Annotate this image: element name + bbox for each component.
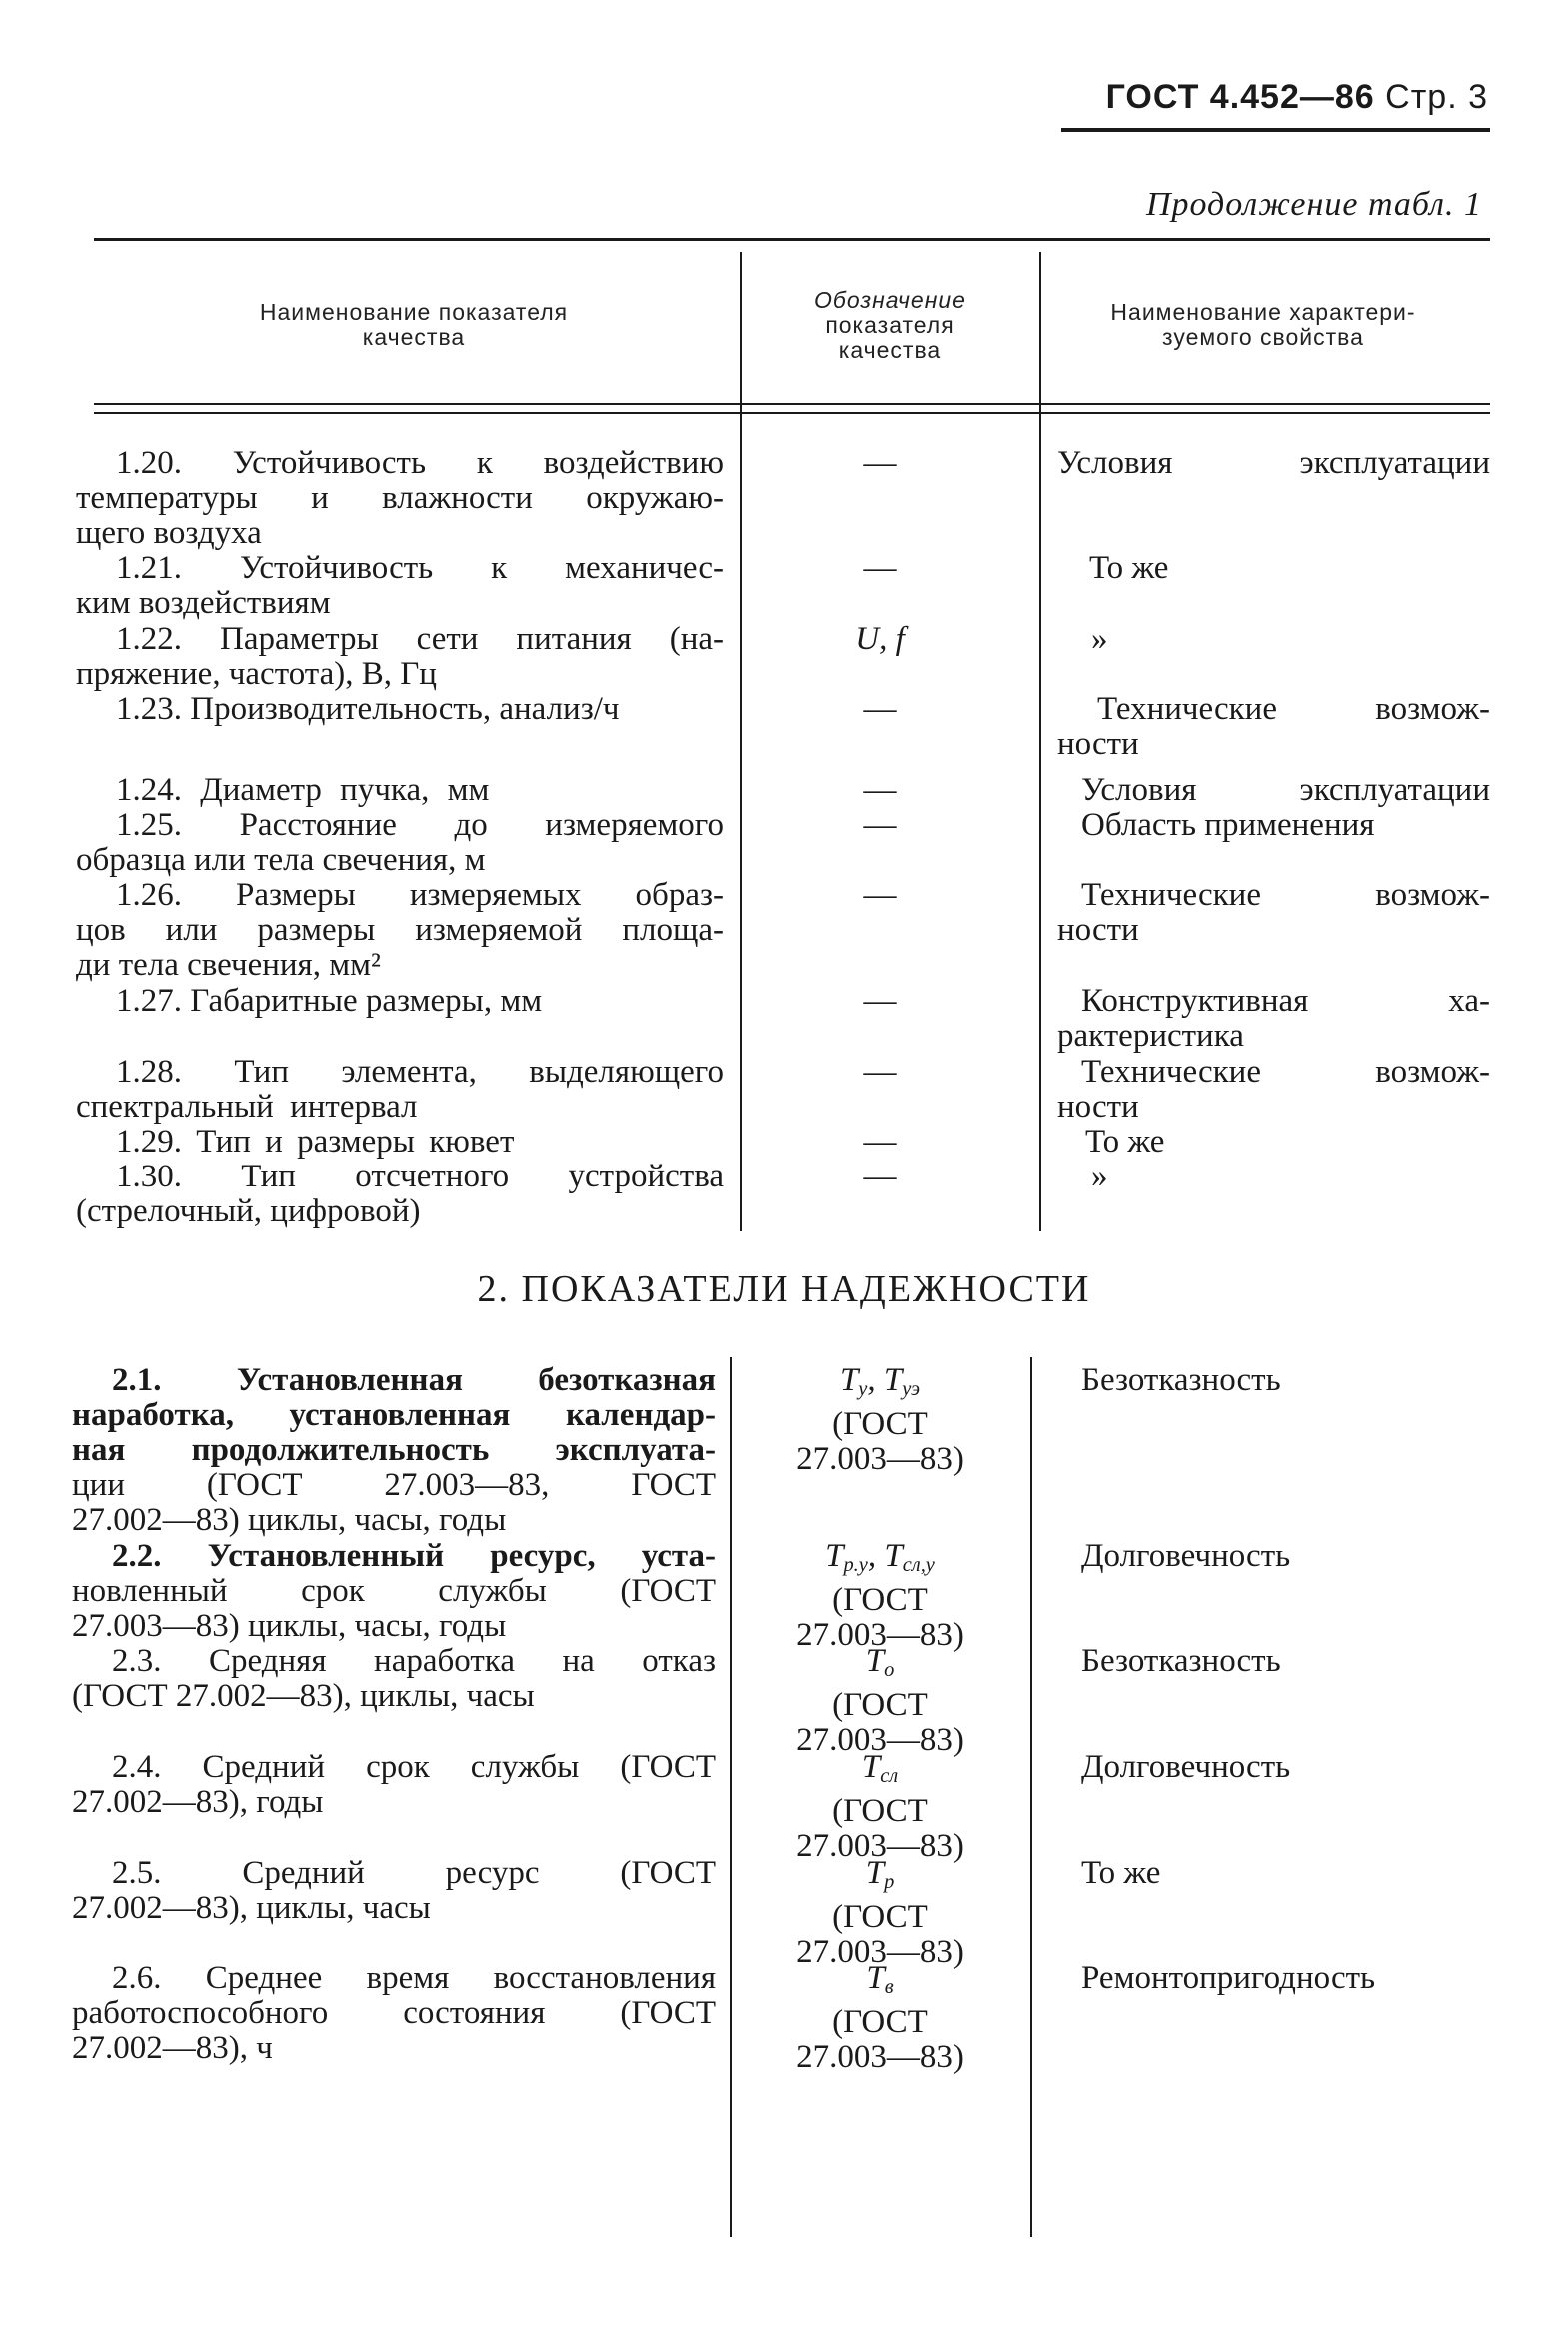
name-line: образца или тела свечения, м <box>76 842 486 878</box>
header-line: качества <box>362 324 466 350</box>
symbol-reference: 27.003—83) <box>796 2039 964 2076</box>
symbol-subscript: в <box>884 1976 894 1999</box>
name-line: 27.002—83), циклы, часы <box>72 1890 431 1926</box>
symbol-letter: Т <box>861 1749 881 1785</box>
symbol-reference: 27.003—83) <box>796 1828 964 1865</box>
name-line: работоспособного состояния (ГОСТ <box>72 1995 716 2031</box>
symbol-letter: Т <box>866 1960 885 1996</box>
property-name: То же <box>1085 1124 1165 1160</box>
symbol-subscript: сл <box>880 1765 899 1788</box>
standard-number: ГОСТ 4.452—86 <box>1105 78 1375 116</box>
property-name: » <box>1091 1159 1108 1194</box>
name-line: 1.22. Параметры сети питания (на- <box>116 621 724 657</box>
name-line: ким воздействиям <box>76 585 331 621</box>
symbol-letter: , Т <box>867 1362 903 1398</box>
name-line: (ГОСТ 27.002—83), циклы, часы <box>72 1678 535 1714</box>
property-line: Технические возмож- <box>1081 877 1490 913</box>
name-line: 2.6. Среднее время восстановления <box>112 1960 716 1996</box>
property-line: Конструктивная ха- <box>1081 983 1490 1019</box>
indicator-name <box>72 1363 716 1538</box>
symbol-reference: (ГОСТ <box>832 1793 928 1830</box>
name-line: 27.002—83) циклы, часы, годы <box>72 1502 507 1538</box>
name-line: 2.4. Средний срок службы (ГОСТ <box>112 1749 716 1785</box>
name-line: ная продолжительность эксплуата- <box>72 1432 716 1468</box>
name-line: 1.30. Тип отсчетного устройства <box>116 1159 724 1194</box>
header-line: Обозначение <box>814 287 966 313</box>
property-line: ности <box>1057 1089 1139 1125</box>
indicator-symbol: — <box>863 877 897 913</box>
indicator-name <box>76 773 724 808</box>
indicator-name <box>72 1750 716 1820</box>
indicator-name <box>76 622 724 692</box>
symbol-reference: (ГОСТ <box>832 1899 928 1936</box>
name-line: 1.20. Устойчивость к воздействию <box>116 445 724 481</box>
header-line: Наименование характери- <box>1110 299 1416 325</box>
symbol-reference: (ГОСТ <box>832 1687 928 1724</box>
name-line: щего воздуха <box>76 515 262 551</box>
indicator-name <box>76 1125 724 1160</box>
property-name: Безотказность <box>1081 1643 1281 1679</box>
column-divider <box>740 252 742 1231</box>
indicator-name <box>76 692 724 727</box>
symbol-reference: 27.003—83) <box>796 1441 964 1478</box>
property-name: То же <box>1089 550 1169 586</box>
indicator-symbol <box>742 1961 1019 2075</box>
table-top-rule <box>94 238 1490 241</box>
section-title: 2. ПОКАЗАТЕЛИ НАДЕЖНОСТИ <box>477 1268 1091 1310</box>
symbol-reference: (ГОСТ <box>832 2004 928 2041</box>
property-name <box>1057 878 1490 948</box>
symbol-reference: 27.003—83) <box>796 1934 964 1971</box>
indicator-symbol: — <box>863 445 897 481</box>
continuation-label: Продолжение табл. 1 <box>1145 186 1482 223</box>
header-line: зуемого свойства <box>1162 324 1364 350</box>
indicator-symbol: — <box>863 550 897 586</box>
indicator-name <box>76 808 724 878</box>
property-line: ности <box>1057 912 1139 948</box>
name-line: 1.26. Размеры измеряемых образ- <box>116 877 724 913</box>
symbol-reference: 27.003—83) <box>796 1722 964 1759</box>
column-divider <box>1039 252 1041 1231</box>
symbol-subscript: р <box>884 1871 895 1894</box>
indicator-symbol: — <box>863 807 897 843</box>
property-name: » <box>1091 621 1108 657</box>
name-line: 1.28. Тип элемента, выделяющего <box>116 1054 724 1090</box>
property-name: Условия эксплуатации <box>1057 445 1490 481</box>
symbol-formula <box>742 1961 1019 2005</box>
name-line: ди тела свечения, мм² <box>76 947 381 983</box>
name-line <box>72 1539 716 1574</box>
symbol-letter: Т <box>865 1855 885 1891</box>
name-line <box>72 1574 716 1609</box>
header-double-rule <box>94 403 1490 414</box>
column-divider <box>730 1357 732 2237</box>
header-property-cell <box>1043 300 1483 350</box>
name-line: спектральный интервал <box>76 1089 418 1125</box>
name-line: 1.27. Габаритные размеры, мм <box>116 983 543 1019</box>
name-line: 2.3. Средняя наработка на отказ <box>112 1643 716 1679</box>
symbol-formula <box>742 1539 1019 1583</box>
symbol-letter: Т <box>839 1362 859 1398</box>
indicator-name <box>72 1856 716 1926</box>
property-name: Долговечность <box>1081 1749 1291 1785</box>
symbol-formula <box>742 1856 1019 1900</box>
property-name: Область применения <box>1081 807 1375 843</box>
indicator-symbol: — <box>863 1159 897 1194</box>
symbol-reference: (ГОСТ <box>832 1406 928 1443</box>
page-header <box>1106 78 1488 117</box>
property-name: Ремонтопригодность <box>1081 1960 1376 1996</box>
property-name <box>1057 984 1490 1054</box>
symbol-subscript: уэ <box>902 1378 921 1401</box>
symbol-letter: , Т <box>867 1538 903 1574</box>
indicator-symbol <box>742 1539 1019 1653</box>
property-name: Долговечность <box>1081 1538 1291 1574</box>
name-line: 27.002—83), ч <box>72 2030 273 2066</box>
name-line: 2.1. Установленная безотказная <box>112 1362 716 1398</box>
indicator-name <box>76 551 724 621</box>
symbol-letter: Т <box>865 1643 885 1679</box>
indicator-symbol: — <box>863 772 897 808</box>
name-text: 2.2. Установленный ресурс, уста- <box>112 1538 716 1574</box>
indicator-name <box>76 1055 724 1125</box>
indicator-symbol: — <box>863 691 897 727</box>
symbol-subscript: сл,у <box>902 1554 935 1577</box>
indicator-symbol: — <box>863 1124 897 1160</box>
property-line: Технические возмож- <box>1097 691 1490 727</box>
property-line: ности <box>1057 726 1139 762</box>
symbol-letter: Т <box>825 1538 844 1574</box>
property-name: То же <box>1081 1855 1161 1891</box>
symbol-subscript: у <box>858 1378 868 1401</box>
name-text: новленный срок службы (ГОСТ <box>72 1573 716 1609</box>
header-line: Наименование показателя <box>259 299 569 325</box>
name-line: цов или размеры измеряемой площа- <box>76 912 724 948</box>
indicator-symbol <box>742 1363 1019 1477</box>
symbol-subscript: о <box>884 1659 895 1682</box>
header-name-cell <box>134 300 694 350</box>
indicator-name <box>72 1961 716 2066</box>
name-line: 1.23. Производительность, анализ/ч <box>116 691 620 727</box>
indicator-symbol <box>742 1750 1019 1864</box>
indicator-symbol: — <box>863 1054 897 1090</box>
property-name <box>1057 692 1490 762</box>
indicator-symbol: — <box>863 983 897 1019</box>
header-line: показателя <box>825 312 955 338</box>
property-name <box>1057 1055 1490 1125</box>
name-line: 2.5. Средний ресурс (ГОСТ <box>112 1855 716 1891</box>
indicator-name <box>76 878 724 983</box>
indicator-name <box>72 1539 716 1644</box>
symbol-formula <box>742 1363 1019 1407</box>
page-number: Стр. 3 <box>1385 78 1488 116</box>
symbol-formula <box>742 1750 1019 1794</box>
property-line: рактеристика <box>1057 1018 1244 1054</box>
name-line: (стрелочный, цифровой) <box>76 1193 421 1229</box>
symbol-reference: (ГОСТ <box>832 1582 928 1619</box>
symbol-subscript: р.у <box>843 1554 868 1577</box>
name-line: 27.003—83) циклы, часы, годы <box>72 1608 507 1644</box>
name-line: ции (ГОСТ 27.003—83, ГОСТ <box>72 1467 716 1503</box>
property-name: Условия эксплуатации <box>1081 772 1490 808</box>
symbol-formula <box>742 1644 1019 1688</box>
name-line: 1.29. Тип и размеры кювет <box>116 1124 515 1160</box>
column-divider <box>1030 1357 1032 2237</box>
name-line: 1.21. Устойчивость к механичес- <box>116 550 724 586</box>
name-line: 27.002—83), годы <box>72 1784 324 1820</box>
indicator-name <box>76 984 724 1019</box>
name-line: пряжение, частота), В, Гц <box>76 656 437 692</box>
header-rule <box>1061 128 1490 132</box>
indicator-name <box>76 446 724 551</box>
indicator-name <box>76 1160 724 1229</box>
indicator-name <box>72 1644 716 1714</box>
header-line: качества <box>838 337 942 363</box>
symbol-reference: 27.003—83) <box>796 1617 964 1654</box>
header-symbol-cell <box>744 288 1037 363</box>
indicator-symbol <box>742 1856 1019 1970</box>
name-line: температуры и влажности окружаю- <box>76 480 724 516</box>
property-name: Безотказность <box>1081 1362 1281 1398</box>
name-line: 1.24. Диаметр пучка, мм <box>116 772 490 808</box>
indicator-symbol: U, f <box>855 621 905 657</box>
indicator-symbol <box>742 1644 1019 1758</box>
name-line: 1.25. Расстояние до измеряемого <box>116 807 724 843</box>
name-line: наработка, установленная календар- <box>72 1397 716 1433</box>
property-line: Технические возмож- <box>1081 1054 1490 1090</box>
